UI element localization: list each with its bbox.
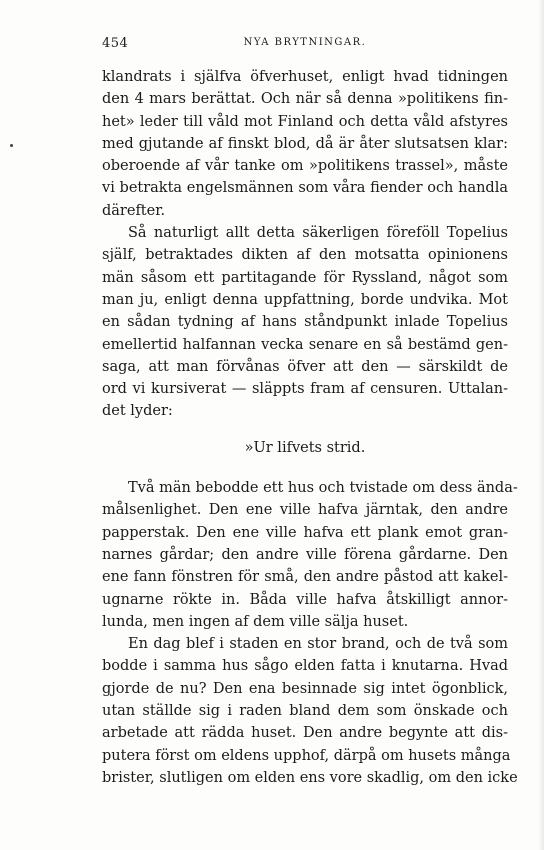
- text-line: lunda, men ingen af dem ville sälja huset.: [102, 613, 409, 630]
- text-line: klandrats i själfva öfverhuset, enligt hvad tidningen: [102, 69, 508, 85]
- text-line: En dag blef i staden en stor brand, och de två som: [128, 636, 508, 653]
- text-line: arbetade att rädda huset. Den andre begynte att dis-: [102, 725, 508, 742]
- text-line: ugnarne rökte in. Båda ville hafva åtskilligt annor-: [102, 591, 508, 608]
- paragraph-1: [102, 66, 508, 222]
- text-line: oberoende af vår tanke om »politikens trassel», måste: [102, 158, 508, 175]
- running-head: [102, 36, 508, 52]
- text-line: narnes gårdar; den andre ville förena gårdarne. Den: [102, 546, 508, 563]
- running-title: NYA BRYTNINGAR.: [243, 37, 367, 48]
- page-edge-shadow: [538, 0, 544, 850]
- text-line: brister, slutligen om elden ens vore skadlig, om den icke: [102, 769, 518, 786]
- page-number: 454: [102, 36, 129, 51]
- text-line: män såsom ett partitagande för Ryssland, något som: [102, 269, 508, 286]
- text-line: saga, att man förvånas öfver att den — särskildt de: [102, 358, 508, 375]
- text-line: emellertid halfannan vecka senare en så bestämd gen-: [102, 336, 508, 353]
- text-line: ene fann fönstren för små, den andre påstod att kakel-: [102, 569, 508, 586]
- paragraph-4: [102, 633, 518, 789]
- text-line: Två män bebodde ett hus och tvistade om dess ända-: [128, 480, 518, 497]
- text-line: med gjutande af finskt blod, då är åter slutsatsen klar:: [102, 135, 508, 152]
- text-line: het» leder till våld mot Finland och detta våld afstyres: [102, 113, 508, 130]
- margin-speck: [10, 144, 13, 147]
- text-line: gjorde de nu? Den ena besinnade sig intet ögonblick,: [102, 680, 508, 697]
- text-line: därefter.: [102, 202, 166, 219]
- text-line: målsenlighet. Den ene ville hafva järntak, den andre: [102, 502, 508, 519]
- text-line: papperstak. Den ene ville hafva ett plank emot gran-: [102, 524, 508, 541]
- text-line: vi betrakta engelsmännen som våra fiender och handla: [102, 180, 508, 197]
- text-line: man ju, enligt denna uppfattning, borde undvika. Mot: [102, 291, 508, 308]
- text-line: bodde i samma hus sågo elden fatta i knutarna. Hvad: [102, 658, 508, 675]
- poem-title: »Ur lifvets strid.: [244, 439, 366, 456]
- text-line: själf, betraktades dikten af den motsatta opinionens: [102, 247, 508, 264]
- text-line: ord vi kursiverat — släppts fram af censuren. Uttalan-: [102, 381, 508, 398]
- text-line: utan ställde sig i raden bland dem som önskade och: [102, 703, 508, 720]
- text-line: en sådan tydning af hans ståndpunkt inlade Topelius: [102, 314, 508, 331]
- paragraph-2: [102, 222, 508, 423]
- paragraph-3: [102, 477, 518, 633]
- text-line: det lyder:: [102, 403, 173, 420]
- text-line: Så naturligt allt detta säkerligen föreföll Topelius: [128, 225, 508, 242]
- text-line: den 4 mars berättat. Och när så denna »politikens fin-: [102, 91, 508, 108]
- text-line: putera först om eldens upphof, därpå om husets många: [102, 747, 511, 764]
- body-text: [102, 66, 518, 789]
